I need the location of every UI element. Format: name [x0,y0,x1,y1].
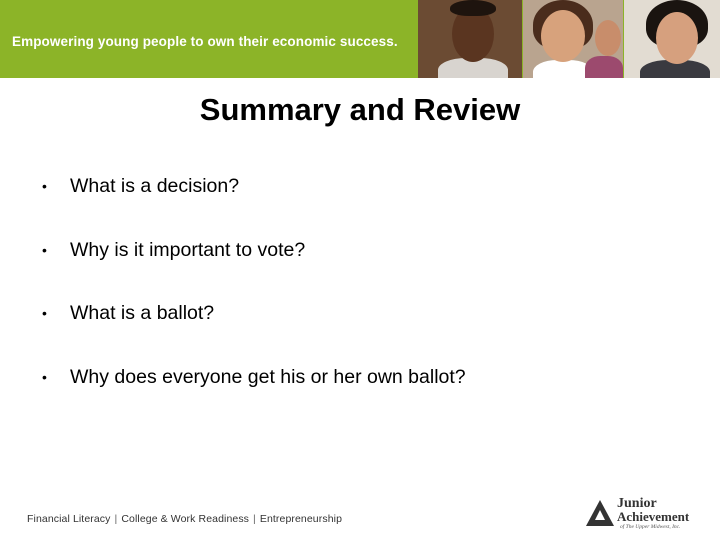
footer-separator: | [114,513,118,525]
logo-text-achievement: Achievement [617,509,690,524]
bullet-icon: • [42,368,47,385]
junior-achievement-logo [584,494,704,534]
logo-subtitle: of The Upper Midwest, Inc. [620,524,681,530]
footer-link-college-work: College & Work Readiness [121,513,250,525]
ja-triangle-icon [585,498,615,528]
bullet-text: What is a ballot? [70,302,215,324]
list-item [40,297,466,361]
bullet-text: Why does everyone get his or her own ballot? [70,365,466,388]
footer-separator: | [253,513,256,525]
list-item [40,234,466,298]
bullet-list [40,170,466,424]
student-photo-1 [418,0,522,78]
bullet-icon: • [42,305,47,321]
bullet-text: Why is it important to vote? [70,238,306,261]
bullet-text: What is a decision? [70,175,240,197]
footer-link-financial-literacy: Financial Literacy [27,513,111,525]
bullet-icon: • [42,178,47,194]
slide-title: Summary and Review [199,92,521,127]
logo-text-junior: Junior [617,496,657,511]
tagline: Empowering young people to own their economic success. [12,34,398,49]
footer-link-entrepreneurship: Entrepreneurship [259,513,343,525]
list-item [40,361,466,425]
header-banner [0,0,720,78]
student-photo-3 [624,0,720,78]
student-photo-2 [523,0,623,78]
bullet-icon: • [42,241,47,258]
footer-links [27,513,342,525]
list-item [40,170,466,234]
